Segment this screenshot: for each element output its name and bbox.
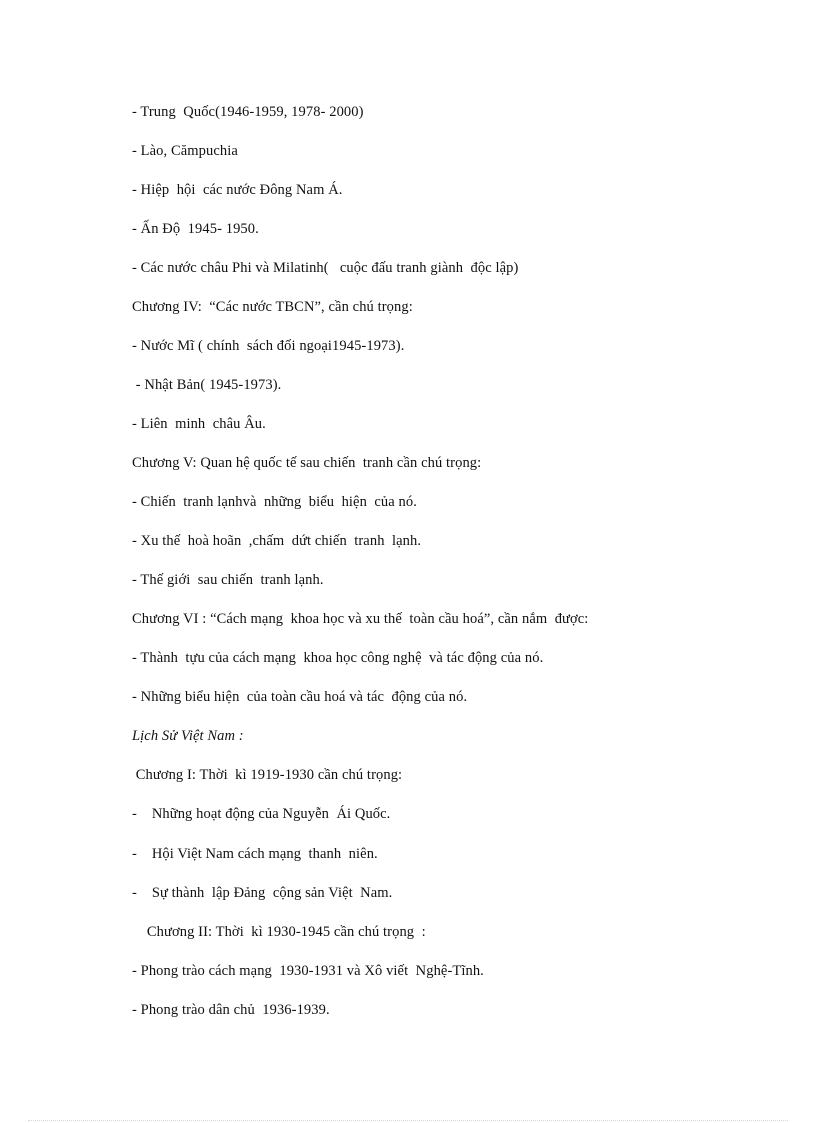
page-bottom-border [28, 1120, 788, 1121]
section-heading: Lịch Sử Việt Nam : [132, 728, 244, 744]
text-line: - Hội Việt Nam cách mạng thanh niên. [132, 846, 378, 862]
chapter-heading: Chương IV: “Các nước TBCN”, cần chú trọng: [132, 299, 413, 315]
text-line: - Chiến tranh lạnhvà những biểu hiện của nó. [132, 494, 417, 510]
text-line: - Phong trào dân chủ 1936-1939. [132, 1002, 330, 1018]
text-line: - Nước Mĩ ( chính sách đối ngoại1945-1973). [132, 338, 405, 354]
chapter-heading: Chương V: Quan hệ quốc tế sau chiến tranh cần chú trọng: [132, 455, 482, 471]
text-line: - Lào, Cămpuchia [132, 143, 238, 159]
text-line: - Các nước châu Phi và Milatinh( cuộc đấu tranh giành độc lập) [132, 260, 519, 276]
text-line: - Những hoạt động của Nguyễn Ái Quốc. [132, 806, 391, 822]
text-line: - Ấn Độ 1945- 1950. [132, 221, 259, 237]
text-line: - Những biểu hiện của toàn cầu hoá và tác động của nó. [132, 689, 468, 705]
text-line: - Nhật Bản( 1945-1973). [132, 377, 282, 393]
text-line: - Xu thế hoà hoãn ,chấm dứt chiến tranh lạnh. [132, 533, 422, 549]
text-line: - Phong trào cách mạng 1930-1931 và Xô viết Nghệ-Tĩnh. [132, 963, 484, 979]
chapter-heading: Chương VI : “Cách mạng khoa học và xu thế toàn cầu hoá”, cần nắm được: [132, 611, 589, 627]
chapter-heading: Chương II: Thời kì 1930-1945 cần chú trọng : [132, 924, 426, 940]
chapter-heading: Chương I: Thời kì 1919-1930 cần chú trọng: [132, 767, 403, 783]
text-line: - Hiệp hội các nước Đông Nam Á. [132, 182, 343, 198]
text-line: - Liên minh châu Âu. [132, 416, 266, 432]
text-line: - Thành tựu của cách mạng khoa học công nghệ và tác động của nó. [132, 650, 544, 666]
text-line: - Thế giới sau chiến tranh lạnh. [132, 572, 324, 588]
text-line: - Trung Quốc(1946-1959, 1978- 2000) [132, 104, 364, 120]
text-line: - Sự thành lập Đảng cộng sản Việt Nam. [132, 885, 393, 901]
